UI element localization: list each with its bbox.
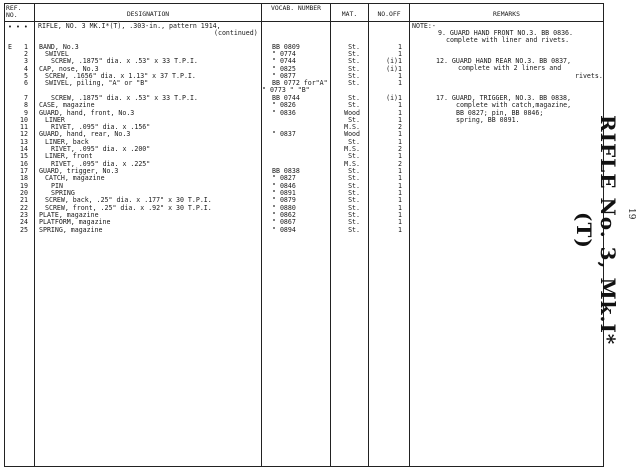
designation-cell: LINER, back: [45, 138, 89, 146]
designation-cell: RIVET, .095" dia. x .200": [51, 145, 151, 153]
vocab-cell: " 0826: [272, 101, 296, 109]
quantity-cell: 1: [398, 152, 402, 160]
quantity-cell: 1: [398, 138, 402, 146]
vocab-cell-secondary: " 0773 " "B": [262, 86, 310, 94]
vocab-cell: " 0846: [272, 182, 296, 190]
designation-cell: SCREW, back, .25" dia. x .177" x 30 T.P.I.: [45, 196, 212, 204]
designation-cell: CAP, nose, No.3: [39, 65, 99, 73]
ref-number: 11: [20, 123, 28, 131]
quantity-cell: 1: [398, 101, 402, 109]
section-title: RIFLE, NO. 3 MK.I*(T), .303-in., pattern 1914,: [38, 22, 221, 30]
quantity-cell: 1: [398, 211, 402, 219]
ref-number: 1: [24, 43, 28, 51]
material-cell: Wood: [344, 109, 360, 117]
material-cell: St.: [348, 174, 360, 182]
material-cell: M.S.: [344, 145, 360, 153]
vocab-cell: " 0880: [272, 204, 296, 212]
col-rule-vocab: [330, 3, 331, 467]
material-cell: St.: [348, 211, 360, 219]
vocab-cell: " 0894: [272, 226, 296, 234]
table-bottom-border: [4, 466, 604, 467]
designation-cell: LINER: [45, 116, 65, 124]
note-17-line-4: spring, BB 0891.: [456, 116, 520, 124]
col-rule-designation: [261, 3, 262, 467]
col-rule-mat: [368, 3, 369, 467]
designation-cell: CATCH, magazine: [45, 174, 105, 182]
col-rule-qty: [409, 3, 410, 467]
ref-number: 6: [24, 79, 28, 87]
material-cell: St.: [348, 94, 360, 102]
designation-cell: GUARD, trigger, No.3: [39, 167, 119, 175]
designation-cell: PLATE, magazine: [39, 211, 99, 219]
quantity-cell: 2: [398, 160, 402, 168]
vocab-cell: " 0774: [272, 50, 296, 58]
ref-number: 13: [20, 138, 28, 146]
material-cell: St.: [348, 152, 360, 160]
quantity-cell: 1: [398, 226, 402, 234]
ref-number: 20: [20, 189, 28, 197]
quantity-cell: 1: [398, 50, 402, 58]
header-remarks: REMARKS: [493, 10, 520, 18]
quantity-cell: 1: [398, 72, 402, 80]
designation-cell: SWIVEL: [45, 50, 69, 58]
ref-number: 25: [20, 226, 28, 234]
header-designation: DESIGNATION: [126, 10, 170, 18]
designation-cell: GUARD, hand, front, No.3: [39, 109, 135, 117]
quantity-cell: 1: [398, 218, 402, 226]
designation-cell: SCREW, .1656" dia. x 1.13" x 37 T.P.I.: [45, 72, 196, 80]
ref-number: 19: [20, 182, 28, 190]
designation-cell: SWIVEL, piling, "A" or "B": [45, 79, 149, 87]
material-cell: Wood: [344, 130, 360, 138]
material-cell: St.: [348, 79, 360, 87]
ref-number: 3: [24, 57, 28, 65]
designation-cell: RIVET, .095" dia. x .156": [51, 123, 151, 131]
ref-number: 24: [20, 218, 28, 226]
material-cell: St.: [348, 50, 360, 58]
header-mat: MAT.: [341, 10, 358, 18]
quantity-cell: 1: [398, 130, 402, 138]
material-cell: St.: [348, 167, 360, 175]
vocab-cell: " 0836: [272, 109, 296, 117]
continuation-dots: • • •: [8, 23, 28, 31]
quantity-cell: 1: [398, 174, 402, 182]
ref-number: 21: [20, 196, 28, 204]
ref-number: 7: [24, 94, 28, 102]
notes-label: NOTE:-: [412, 22, 436, 30]
vocab-cell: " 0825: [272, 65, 296, 73]
header-no-off: NO.OFF: [377, 10, 401, 18]
page-number: 19: [626, 208, 636, 220]
designation-cell: PIN: [51, 182, 63, 190]
note-9-line-1: 9. GUARD HAND FRONT NO.3. BB 0836.: [438, 29, 573, 37]
quantity-cell: 1: [398, 189, 402, 197]
vocab-cell: " 0862: [272, 211, 296, 219]
material-cell: M.S.: [344, 123, 360, 131]
quantity-cell: (i)1: [386, 65, 402, 73]
quantity-cell: 1: [398, 109, 402, 117]
col-rule-ref: [34, 3, 35, 467]
designation-cell: CASE, magazine: [39, 101, 95, 109]
vocab-cell: BB 0772 for"A": [272, 79, 328, 87]
material-cell: St.: [348, 65, 360, 73]
ref-number: 23: [20, 211, 28, 219]
material-cell: St.: [348, 138, 360, 146]
quantity-cell: 1: [398, 167, 402, 175]
ref-number: 17: [20, 167, 28, 175]
vocab-cell: " 0827: [272, 174, 296, 182]
designation-cell: PLATFORM, magazine: [39, 218, 111, 226]
vocab-cell: " 0744: [272, 57, 296, 65]
col-rule-left: [4, 3, 5, 467]
quantity-cell: 1: [398, 182, 402, 190]
vocab-cell: BB 0744: [272, 94, 300, 102]
quantity-cell: 1: [398, 204, 402, 212]
designation-cell: GUARD, hand, rear, No.3: [39, 130, 131, 138]
note-17-line-3: BB 0827; pin, BB 0846;: [456, 109, 544, 117]
quantity-cell: 2: [398, 145, 402, 153]
quantity-cell: 2: [398, 123, 402, 131]
vocab-cell: " 0879: [272, 196, 296, 204]
material-cell: St.: [348, 189, 360, 197]
quantity-cell: 1: [398, 196, 402, 204]
material-cell: St.: [348, 196, 360, 204]
note-17-line-2: complete with catch,magazine,: [456, 101, 572, 109]
material-cell: St.: [348, 72, 360, 80]
vocab-cell: " 0837: [272, 130, 296, 138]
material-cell: St.: [348, 116, 360, 124]
designation-cell: SCREW, .1875" dia. x .53" x 33 T.P.I.: [51, 57, 198, 65]
section-title-continued: (continued): [214, 29, 258, 37]
ref-number: 9: [24, 109, 28, 117]
material-cell: M.S.: [344, 160, 360, 168]
designation-cell: SPRING: [51, 189, 75, 197]
ref-number: 16: [20, 160, 28, 168]
vocab-cell: BB 0838: [272, 167, 300, 175]
ref-number: 14: [20, 145, 28, 153]
ref-number: 22: [20, 204, 28, 212]
designation-cell: SPRING, magazine: [39, 226, 103, 234]
designation-cell: SCREW, front, .25" dia. x .92" x 30 T.P.I.: [45, 204, 212, 212]
quantity-cell: 1: [398, 79, 402, 87]
material-cell: St.: [348, 182, 360, 190]
side-title: RIFLE No. 3, Mk.I*(T): [572, 114, 620, 346]
note-12-line-2: complete with 2 liners and: [458, 64, 562, 72]
ref-prefix: E: [8, 43, 12, 51]
designation-cell: LINER, front: [45, 152, 93, 160]
material-cell: St.: [348, 204, 360, 212]
header-vocab-number: VOCAB. NUMBER: [270, 4, 322, 12]
ref-number: 4: [24, 65, 28, 73]
vocab-cell: " 0867: [272, 218, 296, 226]
ref-number: 15: [20, 152, 28, 160]
designation-cell: RIVET, .095" dia. x .225": [51, 160, 151, 168]
ref-number: 8: [24, 101, 28, 109]
material-cell: St.: [348, 57, 360, 65]
ref-number: 10: [20, 116, 28, 124]
quantity-cell: 1: [398, 116, 402, 124]
designation-cell: SCREW, .1875" dia. x .53" x 33 T.P.I.: [51, 94, 198, 102]
vocab-cell: " 0877: [272, 72, 296, 80]
material-cell: St.: [348, 226, 360, 234]
ref-number: 12: [20, 130, 28, 138]
header-ref-no: REF. NO.: [6, 4, 22, 19]
ref-number: 2: [24, 50, 28, 58]
ref-number: 18: [20, 174, 28, 182]
note-17-line-1: 17. GUARD, TRIGGER, NO.3. BB 0838,: [436, 94, 571, 102]
quantity-cell: (i)1: [386, 94, 402, 102]
quantity-cell: 1: [398, 43, 402, 51]
note-12-line-1: 12. GUARD HAND REAR NO.3. BB 0837,: [436, 57, 571, 65]
note-12-line-3: rivets.: [575, 72, 603, 80]
vocab-cell: BB 0809: [272, 43, 300, 51]
quantity-cell: (i)1: [386, 57, 402, 65]
ref-number: 5: [24, 72, 28, 80]
vocab-cell: " 0891: [272, 189, 296, 197]
material-cell: St.: [348, 43, 360, 51]
material-cell: St.: [348, 101, 360, 109]
material-cell: St.: [348, 218, 360, 226]
note-9-line-2: complete with liner and rivets.: [446, 36, 570, 44]
designation-cell: BAND, No.3: [39, 43, 79, 51]
